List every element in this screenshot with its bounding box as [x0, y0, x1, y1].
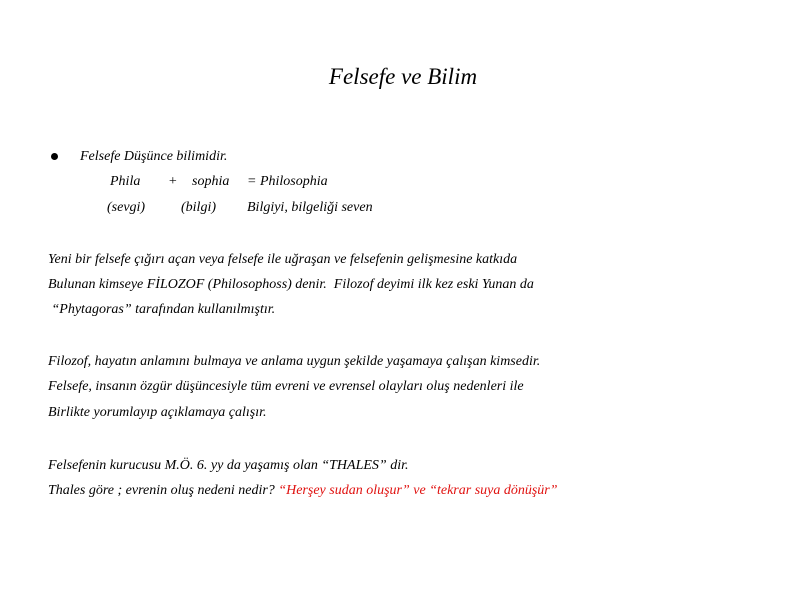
thales-question: Thales göre ; evrenin oluş nedeni nedir? — [48, 483, 279, 498]
paragraph2-line2: Felsefe, insanın özgür düşüncesiyle tüm evreni ve evrensel olayları oluş nedenleri ile — [48, 379, 524, 394]
paragraph2-line1: Filozof, hayatın anlamını bulmaya ve anlama uygun şekilde yaşamaya çalışan kimsedir. — [48, 354, 541, 369]
slide-title: Felsefe ve Bilim — [328, 64, 478, 89]
etymology-philosophia: = Philosophia — [247, 174, 328, 189]
bullet-dot-icon — [51, 153, 58, 160]
bullet-text: Felsefe Düşünce bilimidir. — [80, 149, 228, 164]
etymology-plus: + — [168, 174, 178, 189]
paragraph2-line3: Birlikte yorumlayıp açıklamaya çalışır. — [48, 405, 267, 420]
paragraph1-line3: “Phytagoras” tarafından kullanılmıştır. — [48, 302, 276, 317]
paragraph3-line2 — [48, 479, 558, 503]
etymology-meaning: Bilgiyi, bilgeliği seven — [247, 200, 373, 215]
paragraph3-line1: Felsefenin kurucusu M.Ö. 6. yy da yaşamış olan “THALES” dir. — [48, 458, 409, 473]
etymology-sevgi: (sevgi) — [107, 200, 146, 215]
paragraph1-line1: Yeni bir felsefe çığırı açan veya felsefe ile uğraşan ve felsefenin gelişmesine katkıda — [48, 252, 518, 267]
etymology-phila: Phila — [110, 174, 141, 189]
paragraph1-line2: Bulunan kimseye FİLOZOF (Philosophoss) denir. Filozof deyimi ilk kez eski Yunan da — [48, 277, 534, 292]
etymology-bilgi: (bilgi) — [181, 200, 216, 215]
thales-answer-highlight: “Herşey sudan oluşur” ve “tekrar suya dönüşür” — [278, 483, 558, 498]
etymology-sophia: sophia — [192, 174, 230, 189]
